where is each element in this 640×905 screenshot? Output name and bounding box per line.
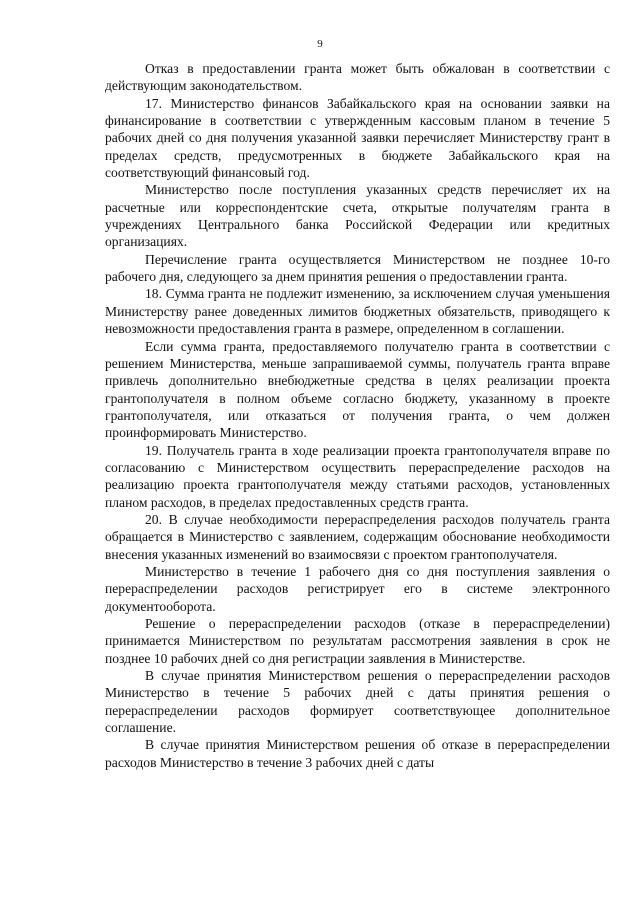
page-number: 9 <box>317 38 323 50</box>
paragraph: 20. В случае необходимости перераспределения расходов получатель гранта обращается в Министерство с заявлением, содержащим обоснование необходимости внесения указанных изменений во взаимосвязи с проектом грантополучателя. <box>105 511 610 562</box>
paragraph: 19. Получатель гранта в ходе реализации проекта грантополучателя вправе по согласованию с Министерством осуществить перераспределение расходов на реализацию проекта грантополучателя между статьями расходов, установленных планом расходов, в пределах предоставленных средств гранта. <box>105 442 610 510</box>
paragraph: Министерство в течение 1 рабочего дня со дня поступления заявления о перераспределении расходов регистрирует его в системе электронного документооборота. <box>105 563 610 614</box>
paragraph: 18. Сумма гранта не подлежит изменению, за исключением случая уменьшения Министерству ранее доведенных лимитов бюджетных обязательств, приводящего к невозможности предоставления гранта в размере, определенном в соглашении. <box>105 286 610 337</box>
paragraph: 17. Министерство финансов Забайкальского края на основании заявки на финансирование в соответствии с утвержденным кассовым планом в течение 5 рабочих дней со дня получения указанной заявки перечисляет Министерству грант в пределах средств, предусмотренных в бюджете Забайкальского края на соответствующий финансовый год. <box>105 95 610 181</box>
document-body <box>105 60 610 771</box>
paragraph: Решение о перераспределении расходов (отказе в перераспределении) принимается Министерством по результатам рассмотрения заявления в срок не позднее 10 рабочих дней со дня регистрации заявления в Министерстве. <box>105 616 610 666</box>
paragraph: В случае принятия Министерством решения об отказе в перераспределении расходов Министерство в течение 3 рабочих дней с даты <box>105 737 610 770</box>
paragraph: Перечисление гранта осуществляется Министерством не позднее 10-го рабочего дня, следующего за днем принятия решения о предоставлении гранта. <box>105 251 610 285</box>
paragraph: Если сумма гранта, предоставляемого получателю гранта в соответствии с решением Министерства, меньше запрашиваемой суммы, получатель гранта вправе привлечь дополнительно внебюджетные средства в целях реализации проекта грантополучателя в полном объеме согласно бюджету, указанному в проекте грантополучателя, или отказаться от получения гранта, о чем должен проинформировать Министерство. <box>105 338 610 441</box>
paragraph: В случае принятия Министерством решения о перераспределении расходов Министерство в течение 5 рабочих дней с даты принятия решения о перераспределении расходов формирует соответствующее дополнительное соглашение. <box>105 668 610 736</box>
paragraph: Отказ в предоставлении гранта может быть обжалован в соответствии с действующим законодательством. <box>105 61 610 94</box>
paragraph: Министерство после поступления указанных средств перечисляет их на расчетные или корреспондентские счета, открытые получателям гранта в учреждениях Центрального банка Российской Федерации или кредитных организациях. <box>105 182 610 250</box>
